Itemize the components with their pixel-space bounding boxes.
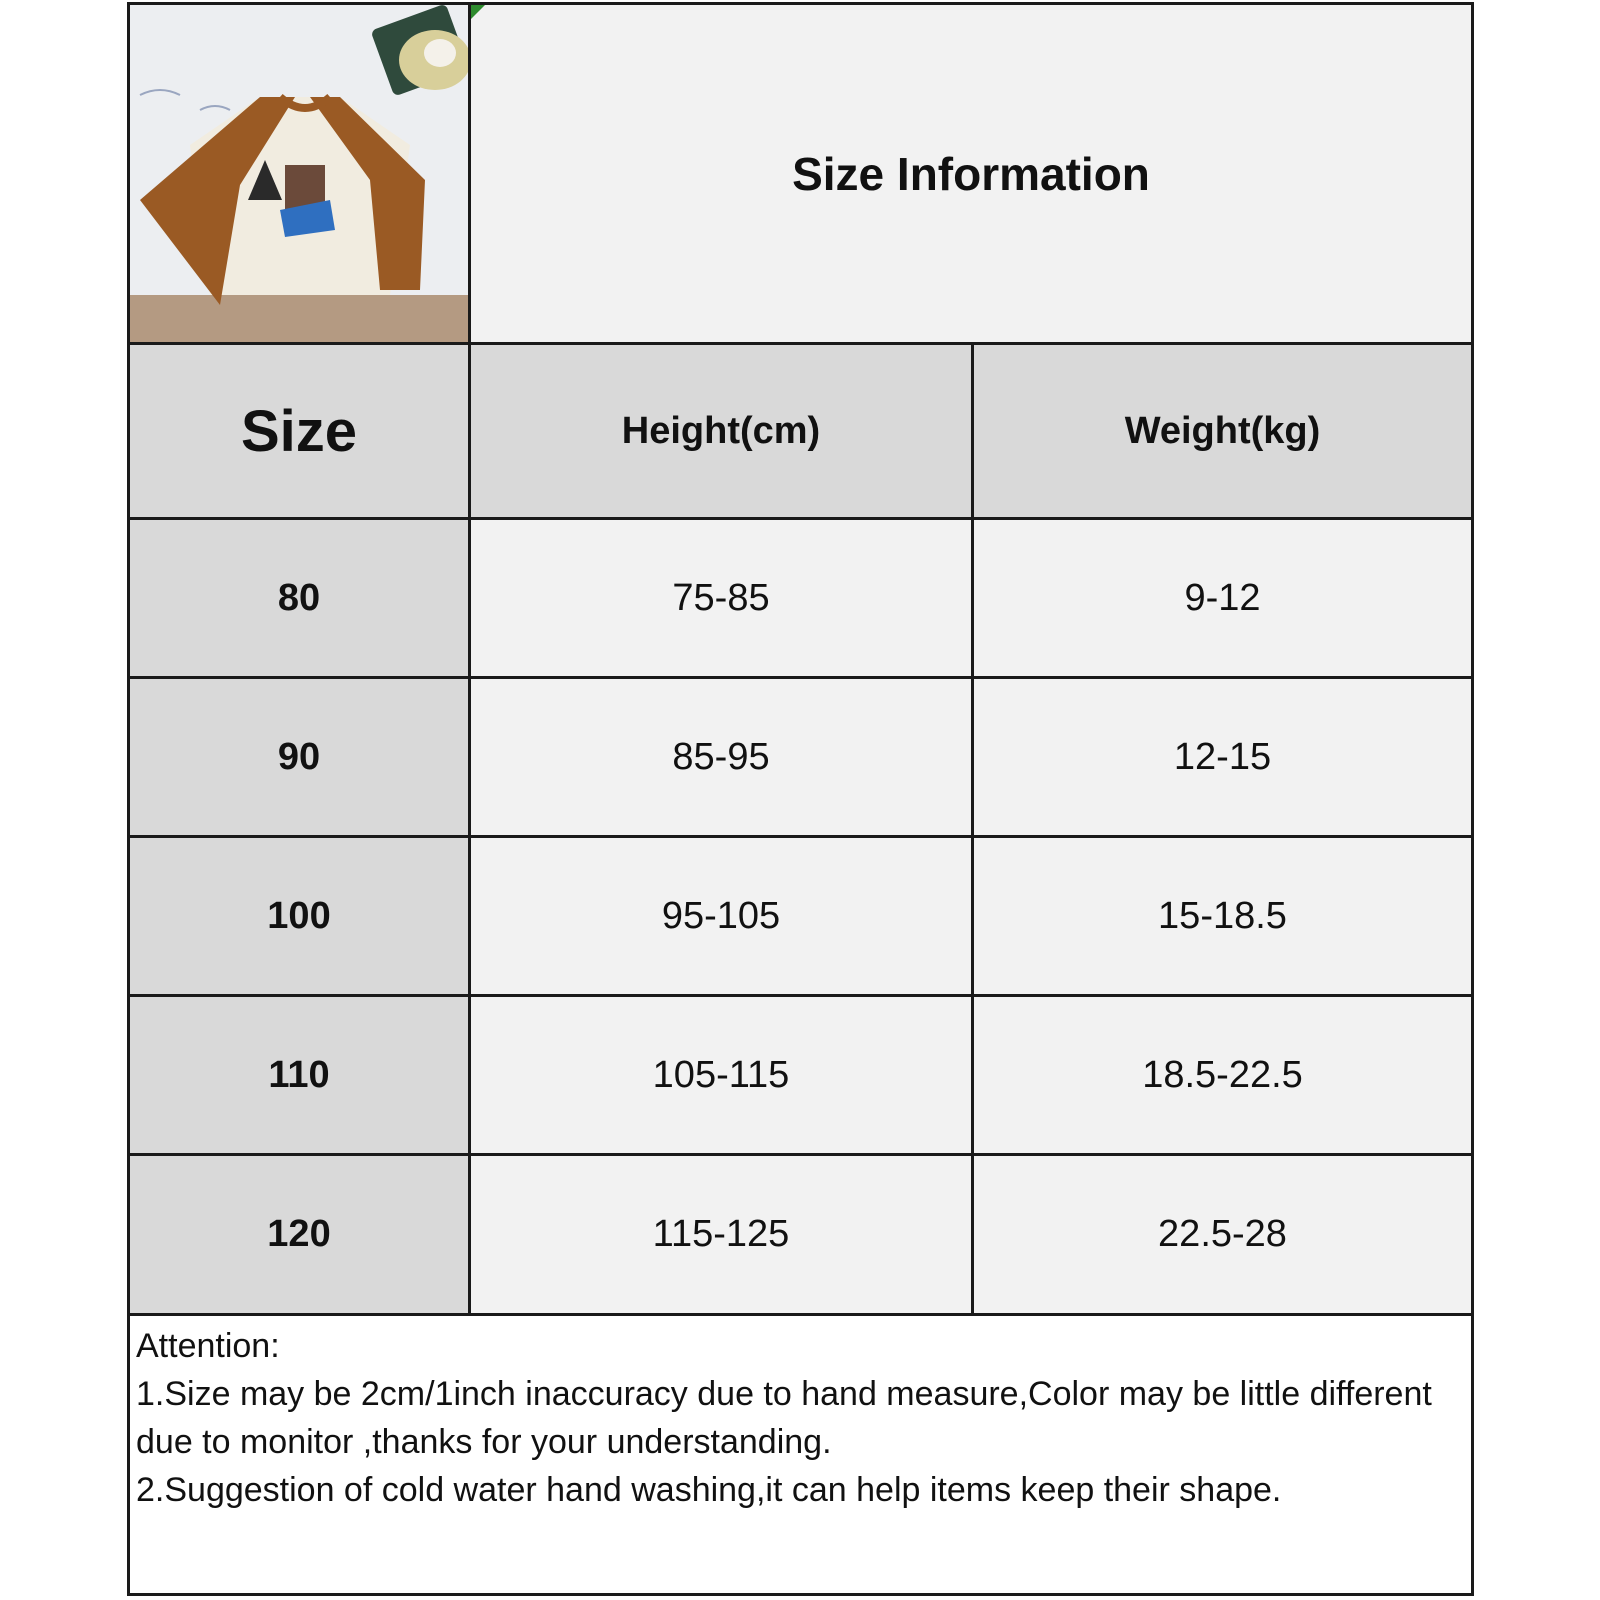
height-cell: 85-95 bbox=[471, 679, 974, 838]
height-cell: 75-85 bbox=[471, 520, 974, 679]
height-cell: 95-105 bbox=[471, 838, 974, 997]
table-row bbox=[130, 997, 1471, 1156]
weight-cell: 22.5-28 bbox=[974, 1156, 1471, 1316]
notes-line-2: 2.Suggestion of cold water hand washing,it can help items keep their shape. bbox=[136, 1471, 1282, 1509]
notes-line-1: 1.Size may be 2cm/1inch inaccuracy due to hand measure,Color may be little different due to monitor ,thanks for your understanding. bbox=[136, 1375, 1432, 1461]
product-photo bbox=[130, 5, 471, 345]
size-cell: 80 bbox=[130, 520, 471, 679]
size-chart bbox=[127, 2, 1474, 1596]
table-row bbox=[130, 679, 1471, 838]
page-title: Size Information bbox=[792, 147, 1150, 200]
attention-notes bbox=[130, 1316, 1471, 1593]
weight-cell: 18.5-22.5 bbox=[974, 997, 1471, 1156]
table-row bbox=[130, 838, 1471, 997]
weight-cell: 15-18.5 bbox=[974, 838, 1471, 997]
weight-cell: 12-15 bbox=[974, 679, 1471, 838]
height-cell: 115-125 bbox=[471, 1156, 974, 1316]
table-header-row bbox=[130, 345, 1471, 520]
raglan-shirt-icon bbox=[130, 5, 468, 342]
height-cell: 105-115 bbox=[471, 997, 974, 1156]
column-header-height: Height(cm) bbox=[471, 345, 974, 520]
header-row bbox=[130, 5, 1471, 345]
table-row bbox=[130, 520, 1471, 679]
size-cell: 110 bbox=[130, 997, 471, 1156]
notes-heading: Attention: bbox=[136, 1327, 280, 1365]
column-header-weight: Weight(kg) bbox=[974, 345, 1471, 520]
weight-cell: 9-12 bbox=[974, 520, 1471, 679]
column-header-size: Size bbox=[130, 345, 471, 520]
size-cell: 100 bbox=[130, 838, 471, 997]
size-cell: 90 bbox=[130, 679, 471, 838]
size-cell: 120 bbox=[130, 1156, 471, 1316]
table-row bbox=[130, 1156, 1471, 1316]
corner-mark bbox=[471, 5, 485, 19]
title-cell bbox=[471, 5, 1471, 345]
